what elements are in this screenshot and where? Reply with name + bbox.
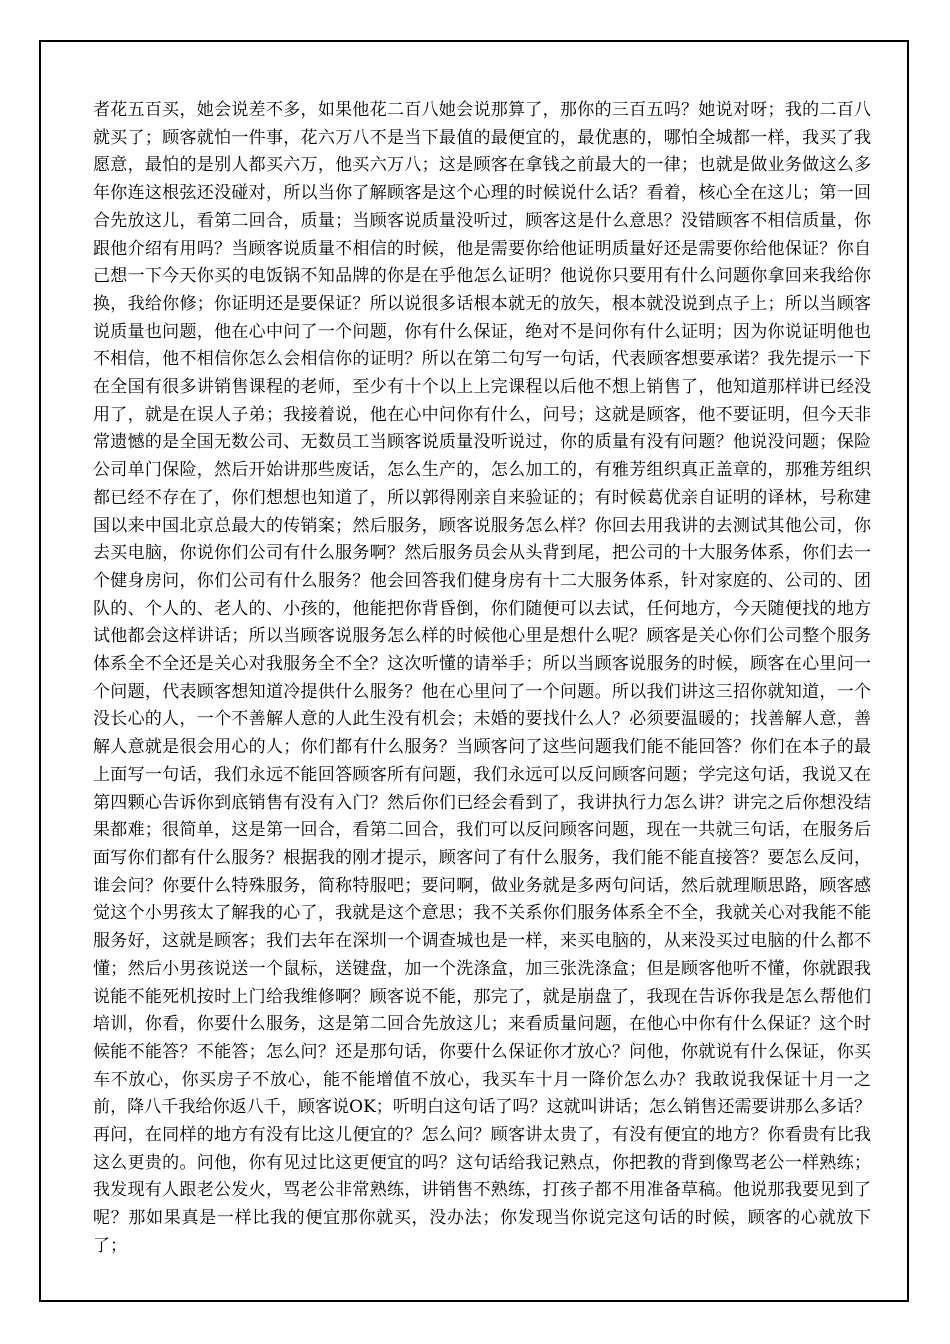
document-body-text: 者花五百买，她会说差不多，如果他花二百八她会说那算了，那你的三百五吗？她说对呀；我的二百八就买了；顾客就怕一件事，花六万八不是当下最值的最便宜的，最优惠的，哪怕全城都一样，我买了我愿意，最怕的是别人都买六万，他买六万八；这是顾客在拿钱之前最大的一律；也就是做业务做这么多年你连这根弦还没碰对，所以当你了解顾客是这个心理的时候说什么话？看着，核心全在这儿；第一回合先放这儿，看第二回合，质量；当顾客说质量没听过，顾客这是什么意思？没错顾客不相信质量，你跟他介绍有用吗？当顾客说质量不相信的时候，他是需要你给他证明质量好还是需要你给他保证？你自己想一下今天你买的电饭锅不知品牌的你是在乎他怎么证明？他说你只要用有什么问题你拿回来我给你换，我给你修；你证明还是要保证？所以说很多话根本就无的放矢，根本就没说到点子上；所以当顾客说质量也问题，他在心中问了一个问题，你有什么保证，绝对不是问你有什么证明；因为你说证明他也不相信，他不相信你怎么会相信你的证明？所以在第二句写一句话，代表顾客想要承诺？我先提示一下在全国有很多讲销售课程的老师，至少有十个以上上完课程以后他不想上销售了，他知道那样讲已经没用了，就是在误人子弟；我接着说，他在心中问你有什么，问号；这就是顾客，他不要证明，但今天非常遗憾的是全国无数公司、无数员工当顾客说质量没听说过，你的质量有没有问题？他说没问题；保险公司单门保险，然后开始讲那些废话，怎么生产的，怎么加工的，有雅芳组织真正盖章的，那雅芳组织都已经不存在了，你们想想也知道了，所以郭得刚亲自来验证的；有时候葛优亲自证明的译林，号称建国以来中国北京总最大的传销案；然后服务，顾客说服务怎么样？你回去用我讲的去测试其他公司，你去买电脑，你说你们公司有什么服务啊？然后服务员会从头背到尾，把公司的十大服务体系，你们去一个健身房问，你们公司有什么服务？他会回答我们健身房有十二大服务体系，针对家庭的、公司的、团队的、个人的、老人的、小孩的，他能把你背昏倒，你们随便可以去试，任何地方，今天随便找的地方试他都会这样讲话；所以当顾客说服务怎么样的时候他心里是想什么呢？顾客是关心你们公司整个服务体系全不全还是关心对我服务全不全？这次听懂的请举手；所以当顾客说服务的时候，顾客在心里问一个问题，代表顾客想知道冷提供什么服务？他在心里问了一个问题。所以我们讲这三招你就知道，一个没长心的人，一个不善解人意的人此生没有机会；未婚的要找什么人？必须要温暖的；找善解人意，善解人意就是很会用心的人；你们都有什么服务？当顾客问了这些问题我们能不能回答？你们在本子的最上面写一句话，我们永远不能回答顾客所有问题，我们永远可以反问顾客问题；学完这句话，我说又在第四颗心告诉你到底销售有没有入门？然后你们已经会看到了，我讲执行力怎么讲？讲完之后你想没结果都难；很简单，这是第一回合，看第二回合，我们可以反问顾客问题，现在一共就三句话，在服务后面写你们都有什么服务？根据我的刚才提示，顾客问了有什么服务，我们能不能直接答？要怎么反问，谁会问？你要什么特殊服务，简称特服吧；要问啊，做业务就是多两句问话，然后就理顺思路，顾客感觉这个小男孩太了解我的心了，我就是这个意思；我不关系你们服务体系全不全，我就关心对我能不能服务好，这就是顾客；我们去年在深圳一个调查城也是一样，来买电脑的，从来没买过电脑的什么都不懂；然后小男孩说送一个鼠标，送键盘，加一个洗涤盒，加三张洗涤盒；但是顾客他听不懂，你就跟我说能不能死机按时上门给我维修啊？顾客说不能，那完了，就是崩盘了，我现在告诉你我是怎么帮他们培训，你看，你要什么服务，这是第二回合先放这儿；来看质量问题，在他心中你有什么保证？这个时候能不能答？不能答；怎么问？还是那句话，你要什么保证你才放心？问他，你就说有什么保证，你买车不放心，你买房子不放心，能不能增值不放心，我买车十月一降价怎么办？我敢说我保证十月一之前，降八千我给你返八千，顾客说OK；听明白这句话了吗？这就叫讲话；怎么销售还需要讲那么多话？再问，在同样的地方有没有比这儿便宜的？怎么问？顾客讲太贵了，有没有便宜的地方？你看贵有比我这么更贵的。问他，你有见过比这更便宜的吗？这句话给我记熟点，你把教的背到像骂老公一样熟练；我发现有人跟老公发火，骂老公非常熟练，讲销售不熟练，打孩子都不用准备草稿。他说那我要见到了呢？那如果真是一样比我的便宜那你就买，没办法；你发现当你说完这句话的时候，顾客的心就放下了；	[93, 100, 871, 1256]
page-border-frame	[39, 40, 909, 1302]
